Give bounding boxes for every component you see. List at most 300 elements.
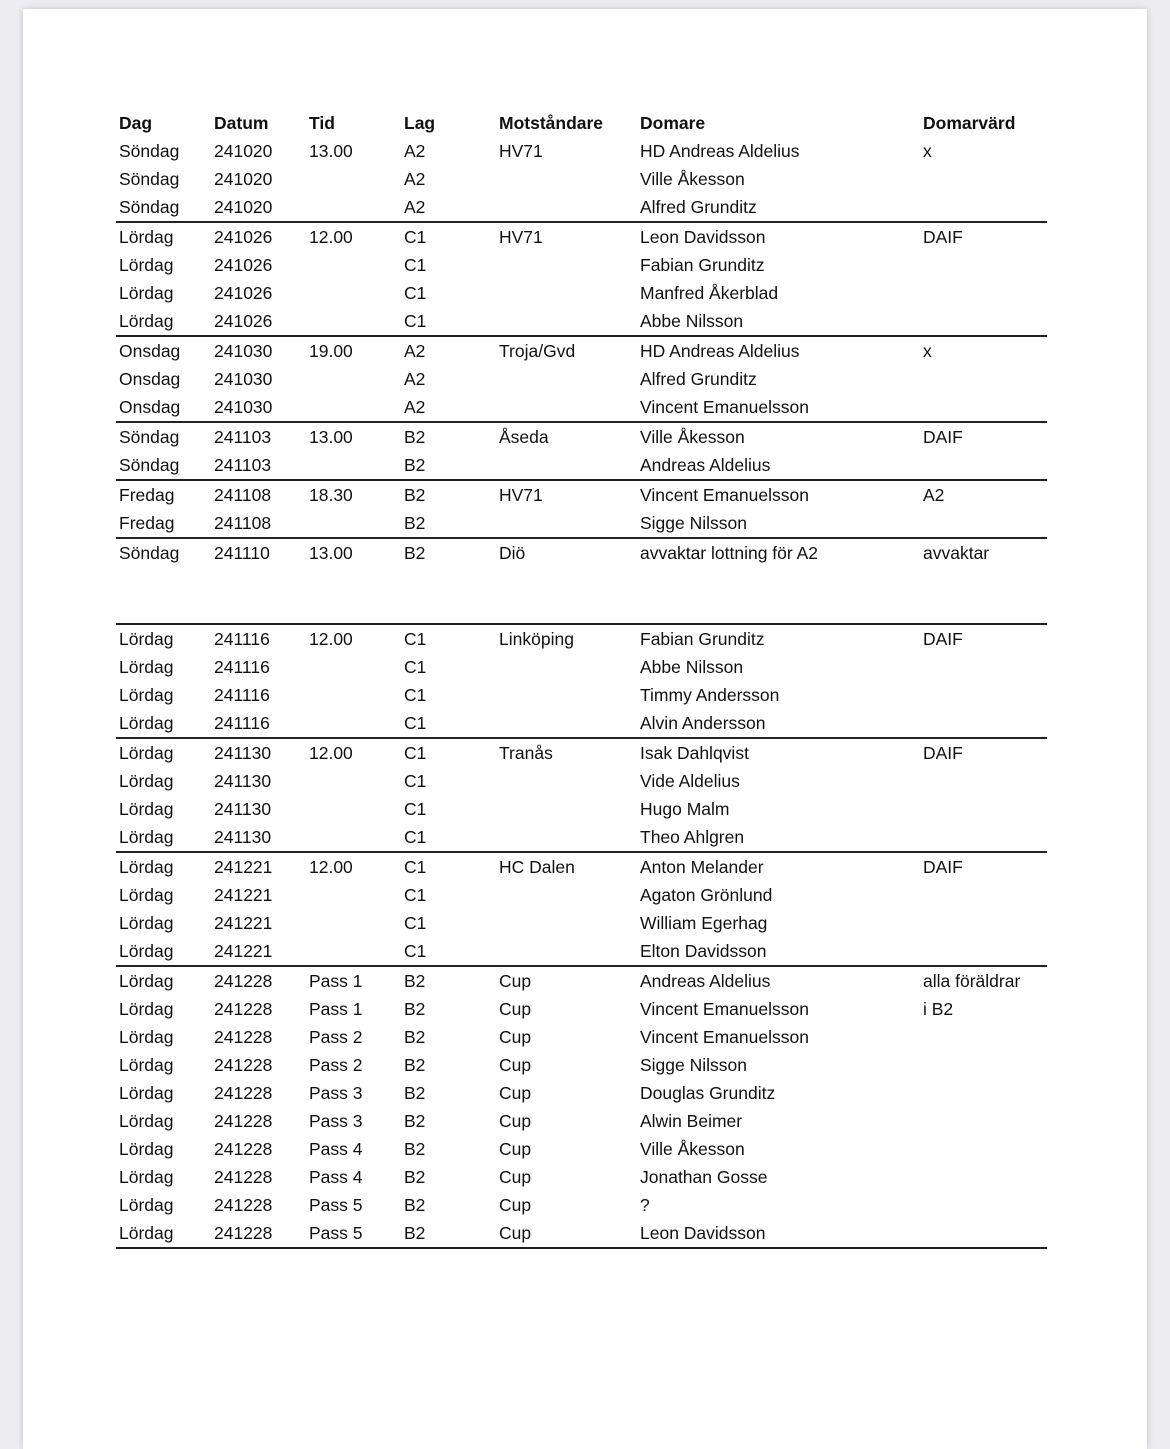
cell-motstandare: Åseda	[499, 427, 549, 447]
cell-dag: Lördag	[119, 913, 174, 933]
cell-motstandare	[496, 193, 637, 222]
cell-domare: Andreas Aldelius	[640, 971, 771, 991]
table-row	[116, 222, 1047, 251]
table-header-row	[116, 109, 1047, 137]
table-row	[116, 1163, 1047, 1191]
cell-datum: 241103	[211, 451, 306, 480]
table-row	[116, 165, 1047, 193]
cell-lag: A2	[401, 393, 496, 422]
cell-domarvard	[920, 451, 1047, 480]
cell-lag: B2	[404, 999, 426, 1019]
cell-domarvard: DAIF	[923, 629, 963, 649]
cell-tid	[306, 279, 401, 307]
cell-domare: William Egerhag	[640, 913, 768, 933]
cell-dag: Lördag	[119, 857, 174, 877]
header-datum: Datum	[214, 113, 269, 133]
cell-dag: Lördag	[116, 823, 211, 852]
cell-motstandare	[496, 709, 637, 738]
cell-lag: A2	[404, 369, 426, 389]
cell-lag: B2	[404, 1167, 426, 1187]
cell-lag: C1	[404, 629, 427, 649]
cell-motstandare	[496, 451, 637, 480]
cell-lag: B2	[404, 485, 426, 505]
cell-domarvard	[920, 1107, 1047, 1135]
table-row	[116, 653, 1047, 681]
cell-dag: Fredag	[116, 509, 211, 538]
table-row	[116, 251, 1047, 279]
table-row	[116, 336, 1047, 365]
cell-motstandare: Cup	[499, 1055, 532, 1075]
table-row	[116, 193, 1047, 222]
cell-dag: Onsdag	[116, 393, 211, 422]
cell-lag: A2	[404, 141, 426, 161]
cell-domare: Fabian Grunditz	[640, 255, 765, 275]
table-row	[116, 1191, 1047, 1219]
table-row	[116, 365, 1047, 393]
cell-domarvard	[920, 251, 1047, 279]
cell-domarvard	[920, 767, 1047, 795]
cell-dag: Lördag	[119, 1027, 174, 1047]
table-row	[116, 681, 1047, 709]
cell-motstandare: Cup	[499, 1027, 532, 1047]
cell-motstandare	[496, 937, 637, 966]
cell-tid	[306, 365, 401, 393]
cell-dag: Lördag	[119, 1167, 174, 1187]
cell-dag: Lördag	[119, 1111, 174, 1131]
table-row	[116, 767, 1047, 795]
cell-domare: Abbe Nilsson	[637, 307, 920, 336]
cell-domarvard: DAIF	[923, 857, 963, 877]
cell-domare: Alfred Grunditz	[637, 193, 920, 222]
table-row	[116, 709, 1047, 738]
table-row	[116, 1135, 1047, 1163]
table-body	[116, 137, 1047, 1248]
cell-domare: Ville Åkesson	[640, 169, 745, 189]
table-row	[116, 823, 1047, 852]
cell-dag: Lördag	[119, 1195, 174, 1215]
cell-lag: B2	[404, 427, 426, 447]
table-row	[116, 393, 1047, 422]
cell-tid	[306, 509, 401, 538]
cell-domarvard	[920, 1051, 1047, 1079]
cell-domare: Vincent Emanuelsson	[640, 999, 809, 1019]
cell-tid: 12.00	[309, 629, 353, 649]
table-row	[116, 738, 1047, 767]
cell-motstandare	[496, 767, 637, 795]
cell-dag: Söndag	[119, 141, 180, 161]
cell-tid: Pass 3	[309, 1083, 363, 1103]
cell-tid: 12.00	[309, 743, 353, 763]
cell-datum: 241228	[214, 1195, 273, 1215]
cell-dag: Lördag	[116, 709, 211, 738]
cell-domare: Anton Melander	[640, 857, 764, 877]
cell-tid: 12.00	[309, 227, 353, 247]
cell-dag: Söndag	[119, 427, 180, 447]
cell-lag: C1	[404, 857, 427, 877]
cell-tid: 19.00	[309, 341, 353, 361]
cell-lag: B2	[404, 1083, 426, 1103]
cell-motstandare	[496, 251, 637, 279]
cell-tid	[306, 681, 401, 709]
table-row	[116, 307, 1047, 336]
cell-datum: 241020	[214, 141, 273, 161]
cell-domarvard	[920, 795, 1047, 823]
cell-domare: Leon Davidsson	[637, 1219, 920, 1248]
cell-datum: 241221	[214, 913, 273, 933]
cell-dag: Lördag	[119, 1139, 174, 1159]
cell-domarvard	[920, 1191, 1047, 1219]
cell-motstandare	[496, 509, 637, 538]
referee-schedule-table	[116, 109, 1047, 1249]
table-row	[116, 538, 1047, 567]
cell-datum: 241026	[214, 283, 273, 303]
header-tid: Tid	[309, 113, 335, 133]
cell-lag: C1	[401, 823, 496, 852]
cell-domarvard	[920, 937, 1047, 966]
cell-motstandare	[496, 881, 637, 909]
cell-motstandare: HV71	[499, 227, 543, 247]
cell-lag: B2	[404, 1027, 426, 1047]
header-domare: Domare	[640, 113, 706, 133]
cell-tid	[306, 937, 401, 966]
cell-domarvard: x	[923, 141, 932, 161]
cell-datum: 241020	[214, 169, 273, 189]
cell-domarvard	[920, 653, 1047, 681]
cell-tid: Pass 2	[309, 1055, 363, 1075]
cell-domarvard	[920, 681, 1047, 709]
empty-cell	[496, 567, 637, 624]
cell-lag: B2	[401, 1219, 496, 1248]
cell-dag: Lördag	[119, 1083, 174, 1103]
cell-motstandare: Cup	[499, 971, 532, 991]
cell-datum: 241228	[214, 1111, 273, 1131]
cell-domare: Sigge Nilsson	[640, 1055, 747, 1075]
cell-tid: 18.30	[309, 485, 353, 505]
cell-domarvard	[920, 165, 1047, 193]
cell-domare: Manfred Åkerblad	[640, 283, 779, 303]
table-row	[116, 509, 1047, 538]
table-row	[116, 1107, 1047, 1135]
table-row	[116, 279, 1047, 307]
cell-domare: Vincent Emanuelsson	[640, 485, 809, 505]
cell-datum: 241228	[214, 971, 273, 991]
cell-datum: 241116	[211, 709, 306, 738]
table-row	[116, 451, 1047, 480]
cell-datum: 241228	[214, 1055, 273, 1075]
cell-dag: Lördag	[119, 685, 174, 705]
cell-tid: 13.00	[309, 141, 353, 161]
cell-domarvard: DAIF	[923, 427, 963, 447]
cell-lag: B2	[404, 971, 426, 991]
cell-domare: Ville Åkesson	[640, 427, 745, 447]
cell-datum: 241030	[214, 341, 273, 361]
cell-tid: Pass 5	[306, 1219, 401, 1248]
cell-lag: B2	[404, 543, 426, 563]
cell-domarvard	[920, 709, 1047, 738]
cell-tid: 13.00	[309, 427, 353, 447]
cell-dag: Lördag	[119, 255, 174, 275]
cell-tid: 12.00	[309, 857, 353, 877]
cell-domare: Hugo Malm	[640, 799, 730, 819]
cell-lag: C1	[404, 283, 427, 303]
cell-datum: 241020	[211, 193, 306, 222]
table-row	[116, 937, 1047, 966]
cell-motstandare	[496, 795, 637, 823]
cell-datum: 241030	[214, 369, 273, 389]
cell-lag: A2	[404, 341, 426, 361]
cell-tid: Pass 4	[309, 1167, 363, 1187]
cell-lag: A2	[404, 169, 426, 189]
cell-motstandare: Troja/Gvd	[499, 341, 576, 361]
table-row	[116, 624, 1047, 653]
cell-domare: Elton Davidsson	[637, 937, 920, 966]
table-row	[116, 881, 1047, 909]
empty-cell	[920, 567, 1047, 624]
cell-datum: 241116	[214, 629, 270, 649]
cell-tid	[306, 795, 401, 823]
cell-datum: 241228	[211, 1219, 306, 1248]
cell-domare: Timmy Andersson	[640, 685, 780, 705]
cell-lag: C1	[404, 799, 427, 819]
cell-tid	[306, 767, 401, 795]
cell-domare: avvaktar lottning för A2	[640, 543, 819, 563]
cell-dag: Lördag	[116, 307, 211, 336]
cell-domare: Alvin Andersson	[637, 709, 920, 738]
cell-lag: C1	[401, 307, 496, 336]
cell-domarvard	[920, 1135, 1047, 1163]
table-row	[116, 480, 1047, 509]
cell-tid	[306, 823, 401, 852]
cell-motstandare: HV71	[499, 141, 543, 161]
cell-domare: Alwin Beimer	[640, 1111, 743, 1131]
cell-motstandare	[496, 165, 637, 193]
cell-motstandare	[496, 653, 637, 681]
cell-dag: Söndag	[119, 543, 180, 563]
cell-datum: 241108	[211, 509, 306, 538]
cell-motstandare: Diö	[499, 543, 526, 563]
table-row	[116, 995, 1047, 1023]
cell-tid	[306, 393, 401, 422]
cell-dag: Lördag	[119, 971, 174, 991]
cell-dag: Lördag	[119, 771, 174, 791]
cell-datum: 241026	[214, 227, 273, 247]
cell-domare: Jonathan Gosse	[640, 1167, 768, 1187]
cell-datum: 241110	[214, 543, 270, 563]
cell-dag: Lördag	[119, 629, 174, 649]
cell-tid: Pass 1	[309, 999, 363, 1019]
spacer-row	[116, 567, 1047, 624]
cell-domarvard	[920, 1023, 1047, 1051]
cell-tid	[306, 193, 401, 222]
cell-domarvard: x	[923, 341, 932, 361]
cell-domare: Alfred Grunditz	[640, 369, 757, 389]
cell-domare: HD Andreas Aldelius	[640, 341, 800, 361]
cell-motstandare: HV71	[499, 485, 543, 505]
cell-dag: Fredag	[119, 485, 175, 505]
cell-lag: C1	[404, 743, 427, 763]
cell-domare: Andreas Aldelius	[637, 451, 920, 480]
cell-motstandare: Cup	[499, 1083, 532, 1103]
empty-cell	[116, 567, 211, 624]
empty-cell	[401, 567, 496, 624]
cell-datum: 241116	[214, 685, 270, 705]
cell-datum: 241228	[214, 999, 273, 1019]
cell-domarvard	[920, 193, 1047, 222]
cell-lag: C1	[404, 771, 427, 791]
cell-datum: 241130	[214, 799, 272, 819]
header-motstandare: Motståndare	[499, 113, 604, 133]
cell-tid	[306, 709, 401, 738]
cell-domare: Vide Aldelius	[640, 771, 740, 791]
cell-tid: Pass 3	[309, 1111, 363, 1131]
cell-datum: 241026	[214, 255, 273, 275]
cell-lag: C1	[404, 885, 427, 905]
cell-domarvard: DAIF	[923, 743, 963, 763]
table-row	[116, 1023, 1047, 1051]
cell-motstandare: Cup	[496, 1219, 637, 1248]
cell-dag: Lördag	[119, 799, 174, 819]
cell-domarvard	[920, 823, 1047, 852]
cell-datum: 241228	[214, 1027, 273, 1047]
document-page	[23, 9, 1147, 1449]
cell-domarvard: avvaktar	[923, 543, 990, 563]
cell-domarvard	[920, 1079, 1047, 1107]
cell-dag: Onsdag	[119, 369, 181, 389]
cell-domarvard	[920, 1163, 1047, 1191]
cell-dag: Söndag	[116, 193, 211, 222]
cell-domare: Abbe Nilsson	[640, 657, 744, 677]
cell-lag: B2	[404, 1055, 426, 1075]
header-domarvard: Domarvärd	[923, 113, 1016, 133]
cell-lag: C1	[404, 913, 427, 933]
cell-motstandare	[496, 681, 637, 709]
cell-tid: Pass 2	[309, 1027, 363, 1047]
cell-tid	[306, 307, 401, 336]
cell-datum: 241116	[214, 657, 270, 677]
cell-datum: 241108	[214, 485, 272, 505]
cell-lag: C1	[404, 227, 427, 247]
cell-datum: 241228	[214, 1083, 273, 1103]
cell-datum: 241130	[211, 823, 306, 852]
cell-domarvard: alla föräldrar	[923, 971, 1021, 991]
cell-lag: A2	[401, 193, 496, 222]
cell-tid: Pass 5	[309, 1195, 363, 1215]
header-lag: Lag	[404, 113, 436, 133]
cell-domare: Douglas Grunditz	[640, 1083, 776, 1103]
cell-datum: 241228	[214, 1167, 273, 1187]
cell-domarvard	[920, 1219, 1047, 1248]
cell-dag: Söndag	[119, 169, 180, 189]
cell-lag: C1	[404, 685, 427, 705]
cell-tid	[306, 653, 401, 681]
cell-dag: Lördag	[119, 885, 174, 905]
cell-tid: Pass 1	[309, 971, 363, 991]
cell-datum: 241030	[211, 393, 306, 422]
cell-domare: Vincent Emanuelsson	[640, 1027, 809, 1047]
cell-domare: Theo Ahlgren	[637, 823, 920, 852]
cell-domare: Sigge Nilsson	[637, 509, 920, 538]
cell-domarvard	[920, 393, 1047, 422]
cell-domarvard	[920, 909, 1047, 937]
cell-dag: Lördag	[119, 657, 174, 677]
cell-dag: Lördag	[119, 227, 174, 247]
cell-lag: C1	[404, 657, 427, 677]
cell-tid	[306, 165, 401, 193]
cell-motstandare: Cup	[499, 1139, 532, 1159]
cell-lag: C1	[404, 255, 427, 275]
cell-domare: ?	[640, 1195, 650, 1215]
cell-motstandare	[496, 393, 637, 422]
cell-datum: 241026	[211, 307, 306, 336]
cell-lag: C1	[401, 709, 496, 738]
table-row	[116, 1079, 1047, 1107]
table-row	[116, 422, 1047, 451]
cell-datum: 241221	[214, 857, 273, 877]
cell-dag: Lördag	[116, 937, 211, 966]
cell-datum: 241130	[214, 771, 272, 791]
cell-domare: Agaton Grönlund	[640, 885, 773, 905]
table-row	[116, 795, 1047, 823]
cell-lag: B2	[404, 1111, 426, 1131]
cell-motstandare	[496, 279, 637, 307]
cell-domare: Vincent Emanuelsson	[637, 393, 920, 422]
cell-lag: B2	[404, 1195, 426, 1215]
cell-domare: Ville Åkesson	[640, 1139, 745, 1159]
cell-datum: 241103	[214, 427, 272, 447]
cell-domarvard: i B2	[923, 999, 954, 1019]
cell-dag: Lördag	[119, 1055, 174, 1075]
cell-tid	[306, 909, 401, 937]
cell-dag: Lördag	[119, 743, 174, 763]
cell-dag: Lördag	[116, 1219, 211, 1248]
cell-motstandare	[496, 365, 637, 393]
cell-motstandare	[496, 823, 637, 852]
cell-motstandare: Cup	[499, 1195, 532, 1215]
empty-cell	[637, 567, 920, 624]
cell-domarvard: A2	[923, 485, 945, 505]
cell-datum: 241221	[211, 937, 306, 966]
cell-motstandare: Linköping	[499, 629, 574, 649]
cell-domare: Isak Dahlqvist	[640, 743, 749, 763]
cell-datum: 241228	[214, 1139, 273, 1159]
cell-domarvard	[920, 365, 1047, 393]
empty-cell	[306, 567, 401, 624]
cell-tid	[306, 251, 401, 279]
table-row	[116, 1219, 1047, 1248]
header-dag: Dag	[119, 113, 153, 133]
table-row	[116, 852, 1047, 881]
table-row	[116, 137, 1047, 165]
cell-datum: 241221	[214, 885, 273, 905]
cell-domare: HD Andreas Aldelius	[640, 141, 800, 161]
cell-domarvard: DAIF	[923, 227, 963, 247]
cell-domarvard	[920, 881, 1047, 909]
cell-dag: Lördag	[119, 999, 174, 1019]
cell-lag: C1	[401, 937, 496, 966]
table-row	[116, 909, 1047, 937]
cell-domare: Fabian Grunditz	[640, 629, 765, 649]
cell-datum: 241130	[214, 743, 272, 763]
cell-motstandare: Tranås	[499, 743, 553, 763]
cell-motstandare: Cup	[499, 999, 532, 1019]
cell-motstandare: Cup	[499, 1167, 532, 1187]
cell-lag: B2	[401, 451, 496, 480]
cell-domarvard	[920, 307, 1047, 336]
cell-tid: Pass 4	[309, 1139, 363, 1159]
cell-motstandare: Cup	[499, 1111, 532, 1131]
table-row	[116, 1051, 1047, 1079]
cell-dag: Lördag	[119, 283, 174, 303]
